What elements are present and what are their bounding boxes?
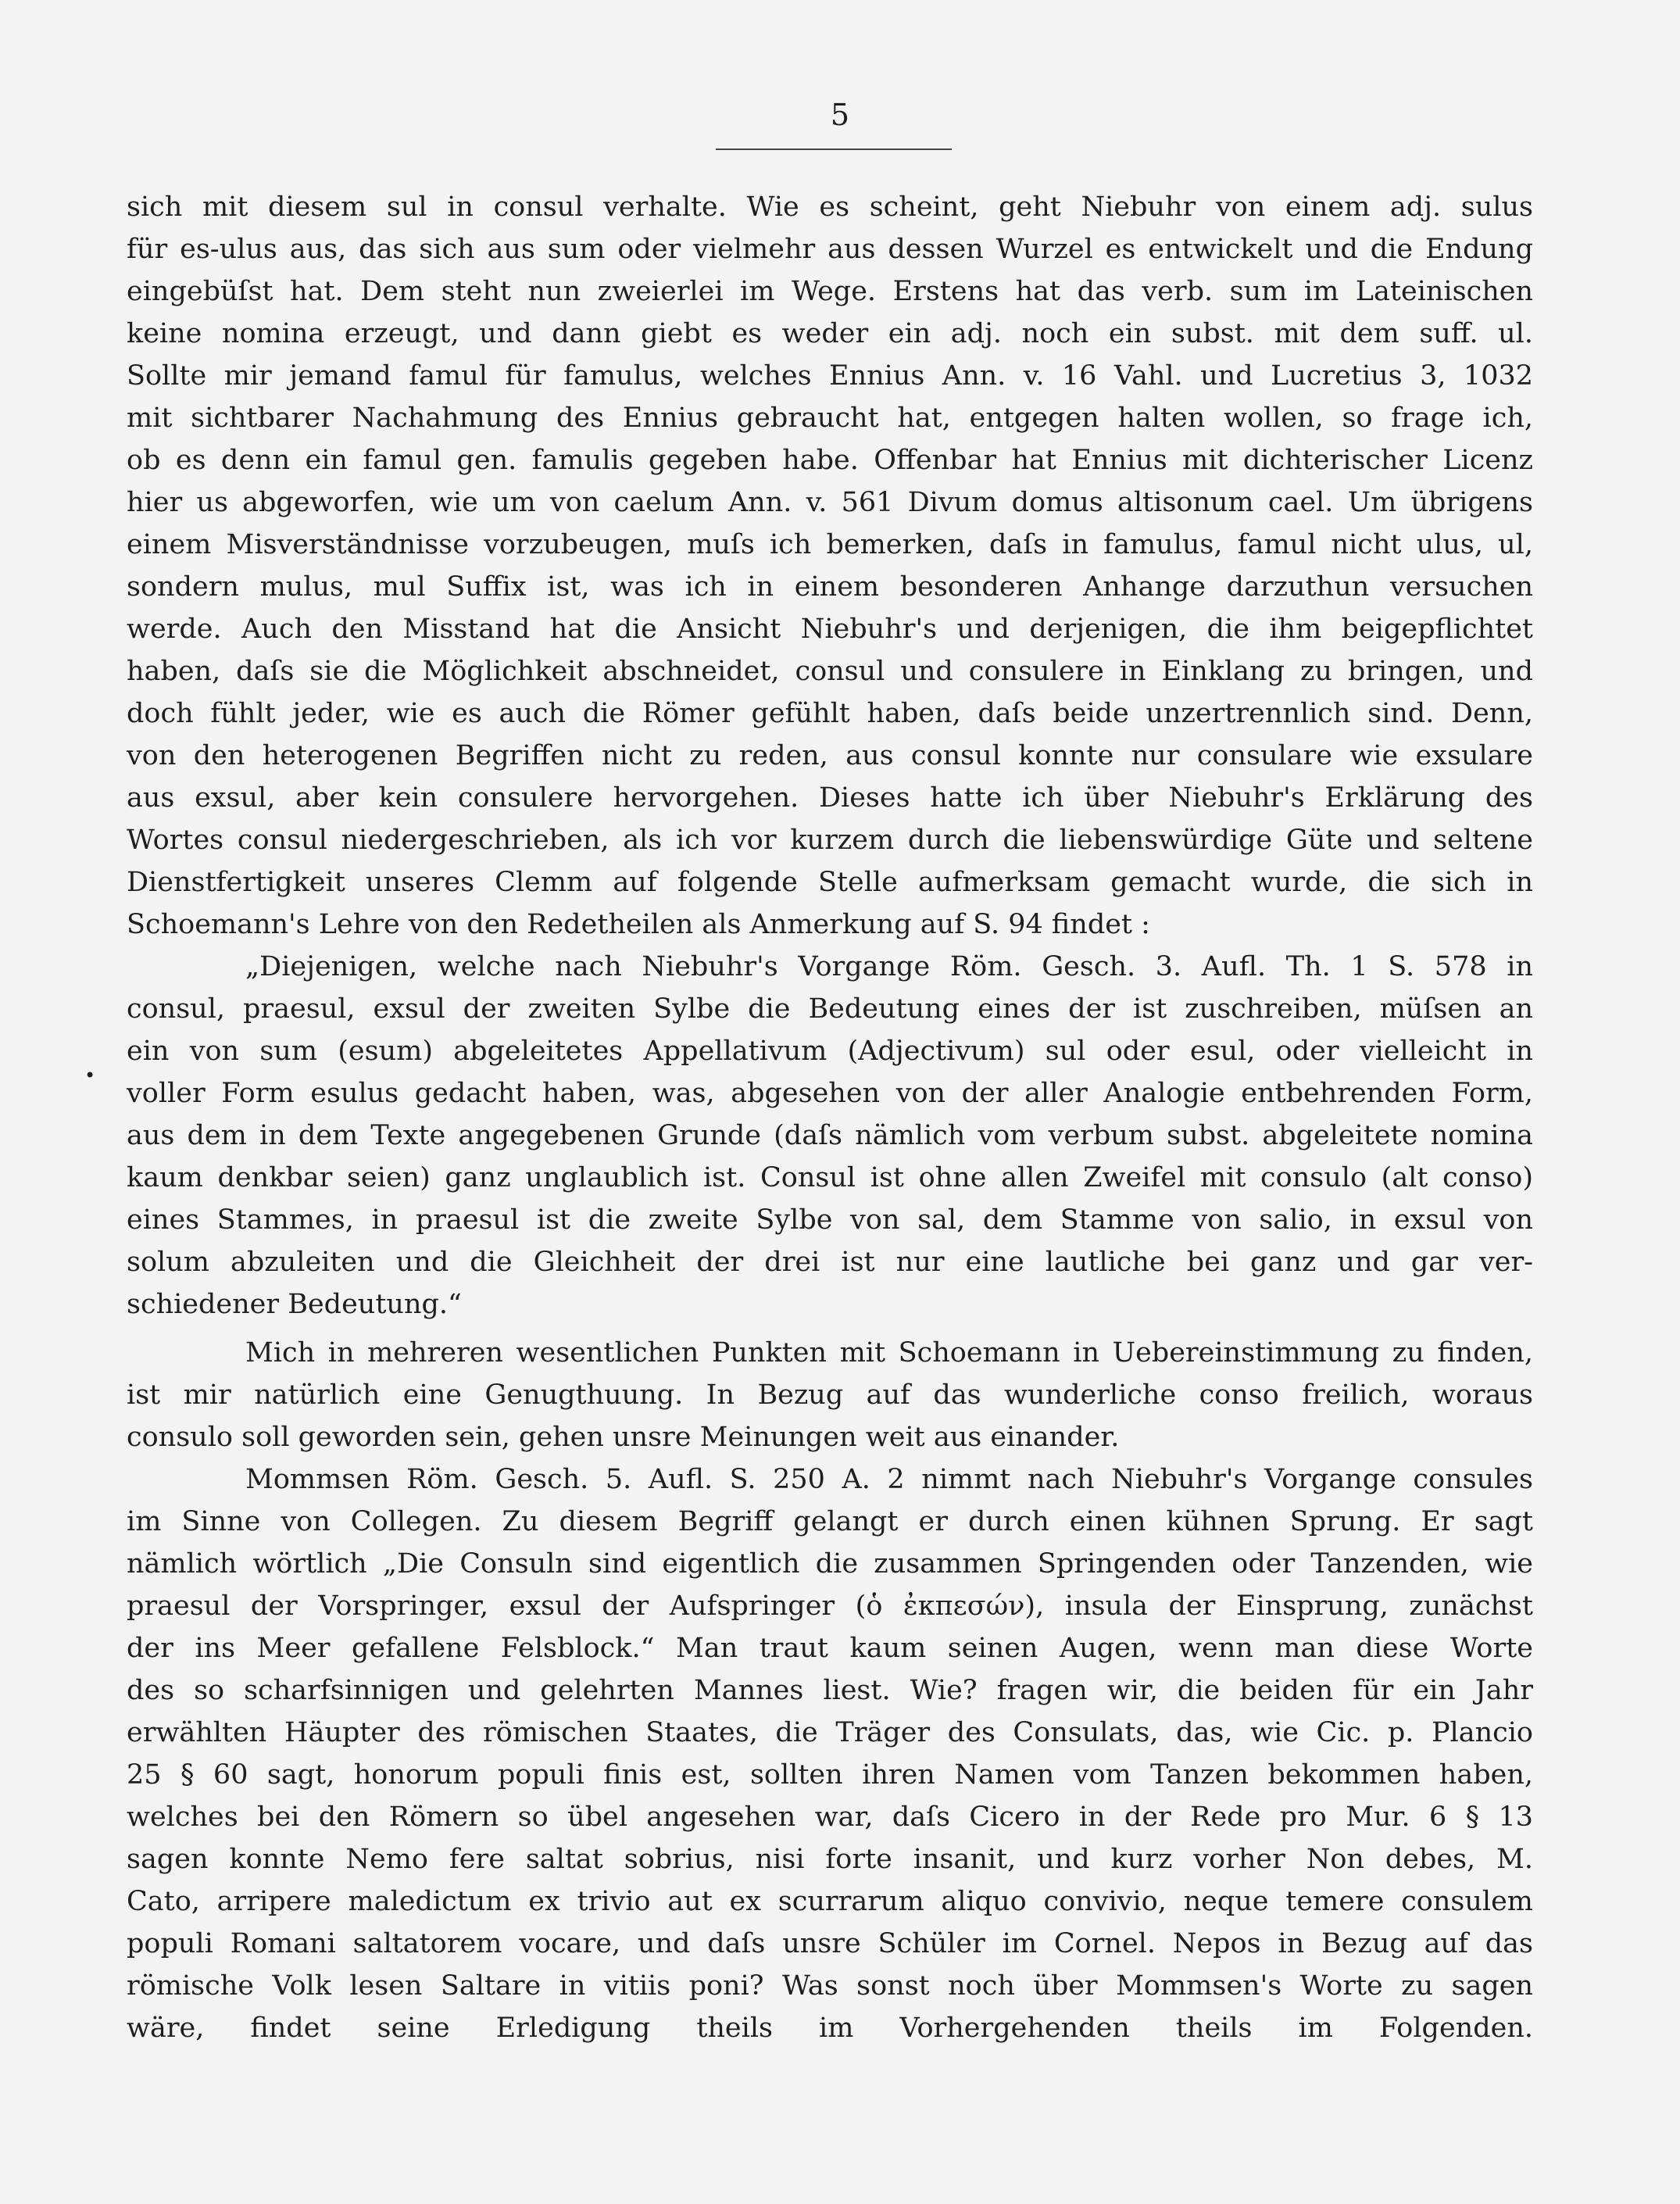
text-line: sagen konnte Nemo fere saltat sobrius, nisi forte insanit, und kurz vorher Non debes, M. [127,1844,1533,1875]
text-line: wäre, findet seine Erledigung theils im Vorhergehenden theils im Folgenden. [127,2013,1533,2044]
text-line: ob es denn ein famul gen. famulis gegeben habe. Offenbar hat Ennius mit dichterischer Licenz [127,445,1533,476]
quote-line: eines Stammes, in praesul ist die zweite Sylbe von sal, dem Stamme von salio, in exsul von [127,1204,1533,1236]
text-line: werde. Auch den Misstand hat die Ansicht Niebuhr's und derjenigen, die ihm beigepflichtet [127,614,1533,645]
text-line: keine nomina erzeugt, und dann giebt es weder ein adj. noch ein subst. mit dem suff. ul. [127,318,1533,349]
text-line: doch fühlt jeder, wie es auch die Römer gefühlt haben, daſs beide unzertrennlich sind. Denn, [127,698,1533,729]
header-rule [716,148,952,150]
text-line: der ins Meer gefallene Felsblock.“ Man traut kaum seinen Augen, wenn man diese Worte [127,1633,1533,1664]
quote-line: aus dem in dem Texte angegebenen Grunde (daſs nämlich vom verbum subst. abgeleitete nomina [127,1120,1533,1151]
text-line: von den heterogenen Begriffen nicht zu reden, aus consul konnte nur consulare wie exsulare [127,740,1533,771]
text-line: des so scharfsinnigen und gelehrten Mannes liest. Wie? fragen wir, die beiden für ein Jahr [127,1675,1533,1706]
text-line: eingebüſst hat. Dem steht nun zweierlei im Wege. Erstens hat das verb. sum im Lateinischen [127,276,1533,307]
text-line: Mich in mehreren wesentlichen Punkten mit Schoemann in Uebereinstimmung zu finden, [245,1337,1533,1369]
quote-line: solum abzuleiten und die Gleichheit der drei ist nur eine lautliche bei ganz und gar ver- [127,1247,1533,1278]
text-line: populi Romani saltatorem vocare, und daſs unsre Schüler im Cornel. Nepos in Bezug auf das [127,1928,1533,1959]
text-line: nämlich wörtlich „Die Consuln sind eigentlich die zusammen Springenden oder Tanzenden, wie [127,1548,1533,1580]
text-line: Cato, arripere maledictum ex trivio aut ex scurrarum aliquo convivio, neque temere consulem [127,1886,1533,1917]
quote-line: consul, praesul, exsul der zweiten Sylbe die Bedeutung eines der ist zuschreiben, müſsen an [127,993,1533,1025]
text-line: Wortes consul niedergeschrieben, als ich vor kurzem durch die liebenswürdige Güte und seltene [127,825,1533,856]
text-line: hier us abgeworfen, wie um von caelum Ann. v. 561 Divum domus altisonum cael. Um übrigens [127,487,1533,518]
quote-line: „Diejenigen, welche nach Niebuhr's Vorgange Röm. Gesch. 3. Aufl. Th. 1 S. 578 in [245,951,1533,982]
body-text [127,186,1533,2091]
text-line: haben, daſs sie die Möglichkeit abschneidet, consul und consulere in Einklang zu bringen, und [127,656,1533,687]
text-line: sich mit diesem sul in consul verhalte. Wie es scheint, geht Niebuhr von einem adj. sulus [127,191,1533,223]
text-line: Dienstfertigkeit unseres Clemm auf folgende Stelle aufmerksam gemacht wurde, die sich in [127,867,1533,898]
text-line [127,2049,1533,2091]
text-line: 25 § 60 sagt, honorum populi finis est, sollten ihren Namen vom Tanzen bekommen haben, [127,1759,1533,1791]
text-line: welches bei den Römern so übel angesehen war, daſs Cicero in der Rede pro Mur. 6 § 13 [127,1801,1533,1833]
quote-line: schiedener Bedeutung.“ [127,1289,462,1320]
text-line: aus exsul, aber kein consulere hervorgehen. Dieses hatte ich über Niebuhr's Erklärung des [127,782,1533,814]
text-line: ist mir natürlich eine Genugthuung. In Bezug auf das wunderliche conso freilich, woraus [127,1379,1533,1411]
text-line: consulo soll geworden sein, gehen unsre Meinungen weit aus einander. [127,1422,1120,1453]
text-line: erwählten Häupter des römischen Staates, die Träger des Consulats, das, wie Cic. p. Plancio [127,1717,1533,1748]
text-line: Sollte mir jemand famul für famulus, welches Ennius Ann. v. 16 Vahl. und Lucretius 3, 1032 [127,360,1533,392]
margin-dot: • [84,1064,96,1086]
text-line: einem Misverständnisse vorzubeugen, muſs ich bemerken, daſs in famulus, famul nicht ulus, ul, [127,529,1533,560]
quote-line: ein von sum (esum) abgeleitetes Appellativum (Adjectivum) sul oder esul, oder vielleicht in [127,1036,1533,1067]
text-line: römische Volk lesen Saltare in vitiis poni? Was sonst noch über Mommsen's Worte zu sagen [127,1970,1533,2002]
text-line: mit sichtbarer Nachahmung des Ennius gebraucht hat, entgegen halten wollen, so frage ich, [127,403,1533,434]
quote-line: kaum denkbar seien) ganz unglaublich ist. Consul ist ohne allen Zweifel mit consulo (alt conso) [127,1162,1533,1193]
text-line: im Sinne von Collegen. Zu diesem Begriff gelangt er durch einen kühnen Sprung. Er sagt [127,1506,1533,1537]
page-number: 5 [830,98,850,132]
quote-line: voller Form esulus gedacht haben, was, abgesehen von der aller Analogie entbehrenden Form, [127,1078,1533,1109]
text-line: Mommsen Röm. Gesch. 5. Aufl. S. 250 A. 2 nimmt nach Niebuhr's Vorgange consules [245,1464,1533,1495]
text-line: praesul der Vorspringer, exsul der Aufspringer (ὁ ἐκπεσών), insula der Einsprung, zunächst [127,1590,1533,1622]
text-line: Schoemann's Lehre von den Redetheilen als Anmerkung auf S. 94 findet : [127,909,1150,940]
text-line: für es-ulus aus, das sich aus sum oder vielmehr aus dessen Wurzel es entwickelt und die Endung [127,234,1533,265]
text-line: sondern mulus, mul Suffix ist, was ich in einem besonderen Anhange darzuthun versuchen [127,571,1533,603]
